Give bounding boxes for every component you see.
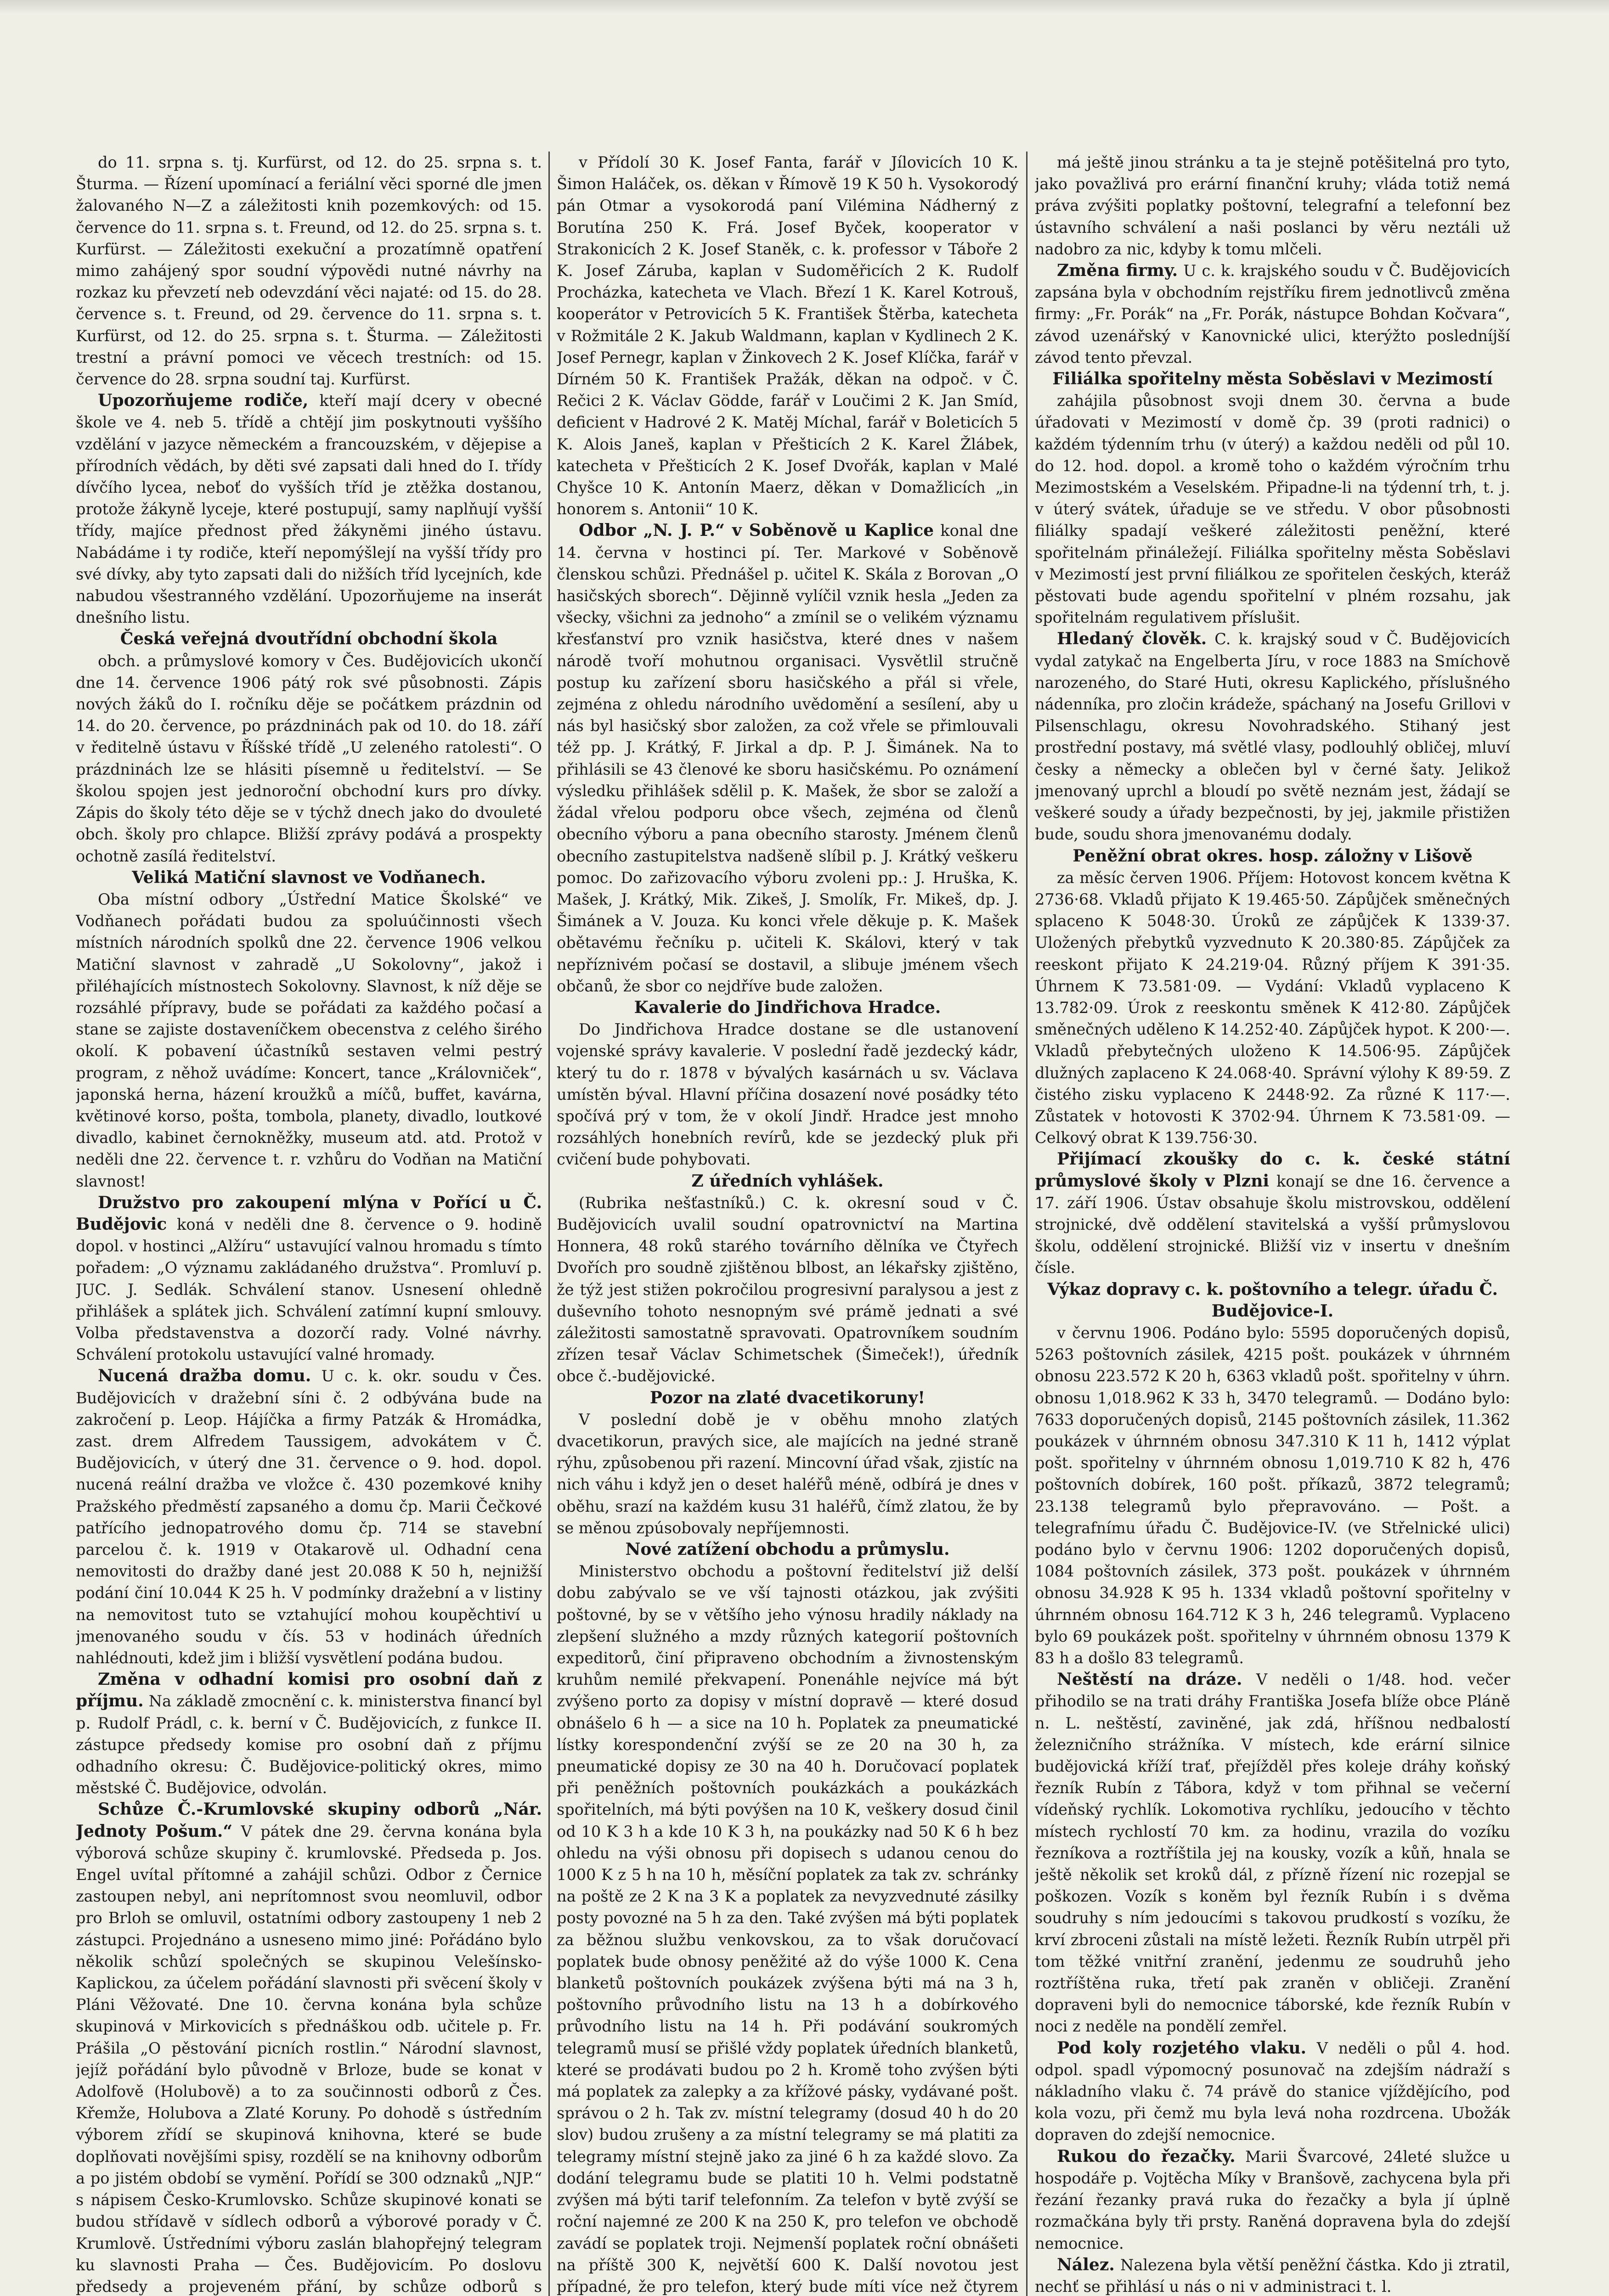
article <box>1035 2037 1510 2146</box>
article <box>557 1387 1018 1539</box>
article <box>76 1799 542 2296</box>
article-body: Do Jindřichova Hradce dostane se dle ustanovení vojenské správy kavalerie. V poslední řadě jezdecký kádr, který tu do r. 1878 v bývalých kasárnách u sv. Václava umístěn býval. Hlavní příčina dosazení nové posádky této spočívá prý v tom, že v okolí Jindř. Hradce jest mnoho rozsáhlých honebních revírů, kde se jezdecký pluk při cvičení bude pohybovati. <box>557 1020 1018 1169</box>
article-body: C. k. krajský soud v Č. Budějovicích vydal zatykač na Engelberta Jíru, v roce 1883 na Smíchově narozeného, do Staré Huti, okresu Kaplického, příslušného nádenníka, pro zločin krádeže, spáchaný na Josefu Grillovi v Pilsenschlagu, okresu Novohradského. Stihaný jest prostřední postavy, má světlé vlasy, podlouhlý obličej, mluví česky a německy a oblečen byl v černé šaty. Jelikož jmenovaný uprchl a bloudí po světě neznám jest, žádají se veškeré soudy a úřady bezpečnosti, by jej, jakmile přistižen bude, soudu shora jmenovanému dodaly. <box>1035 630 1510 844</box>
article-text <box>1035 867 1510 1149</box>
article-body: obch. a průmyslové komory v Čes. Budějovicích ukončí dne 14. července 1906 pátý rok své působnosti. Zápis nových žáků do I. ročníku děje se počátkem prázdnin od 14. do 20. července, po prázdninách pak od 10. do 18. září v ředitelně ústavu v Říšské třídě „U zeleného ratolesti“. O prázdninách lze se hlásiti písemně u ředitelství. — Se školou spojen jest jednoroční obchodní kurs pro dívky. Zápis do školy této děje se v týchž dnech jako do dvouleté obch. školy pro chlapce. Bližší zprávy podává a prospekty ochotně zasílá ředitelství. <box>76 652 542 865</box>
article <box>1035 2254 1510 2296</box>
article-heading: Peněžní obrat okres. hosp. záložny v Lišově <box>1073 846 1473 866</box>
article-text <box>76 1192 542 1366</box>
article-text <box>557 520 1018 996</box>
article-heading: Nucená dražba domu. <box>98 1366 311 1386</box>
article <box>1035 845 1510 1149</box>
article-body: Marii Švarcové, 24leté služce u hospodáře p. Vojtěcha Míky v Branšově, zachycena byla při řezání řezanky pravá ruka do řezačky a byla jí úplně rozmačkána byly tři prsty. Raněná dopravena byla do zdejší nemocnice. <box>1035 2147 1510 2252</box>
article-body: Ministerstvo obchodu a poštovní ředitelství již delší dobu zabývalo se ve vší tajnosti otázkou, jak zvýšiti poštovné, by se v většího jeho výnosu hradily náklady na zlepšení služného a mzdy různých kategorií poštovních expeditorů, činí připraveno obchodním a živnostenským kruhům nemilé překvapení. Ponenáhle nejvíce má být zvýšeno porto za dopisy v místní dopravě — které dosud obnášelo 6 h — a sice na 10 h. Poplatek za pneumatické lístky korespondenční zvýší se ze 20 na 30 h, za pneumatické dopisy ze 30 na 40 h. Doručovací poplatek při peněžních poštovních poukázkách a poukázkách spořitelních, má býti povýšen na 10 K, veškery dosud činil od 10 K 3 h a kde 10 K 3 h, na poukázky nad 50 K 6 h bez ohledu na výši obnosu při dopisech s udanou cenou do 1000 K z 5 h na 10 h, měsíční poplatek za tak zv. schránky na poště ze 2 K na 3 K a poplatek za nevyzvednuté zásilky posty povozné na 5 h za den. Také zvýšen má býti poplatek za běžnou službu venkovskou, za to však doručovací poplatek bude obnosy peněžité až do výše 1000 K. Cena blanketů poštovních poukázek zvýšena býti má na 3 h, poštovního průvodního listu na 13 h a dobírkového průvodního listu na 14 h. Při podávání soukromých telegramů musí se přišlé vždy poplatek úředních blanketů, které se prodávati budou po 2 h. Kromě toho zvýšen býti má poplatek za zalepky a za křížové pásky, vydávané pošt. správou o 2 h. Tak zv. místní telegramy (dosud 40 h do 20 slov) budou zrušeny a za místní telegramy se má platiti za telegramy místní stejně jako za jiné 6 h za každé slovo. Za dodání telegramu bude se platiti 10 h. Velmi podstatně zvýšen má býti tarif telefonním. Za telefon v bytě zvýší se roční najemné ze 200 K na 250 K, pro telefon ve obchodě zavádí se poplatek troji. Nejmenší poplatek roční obnášeti na příště 300 K, největší 600 K. Další novotou jest případné, že pro telefon, který bude míti více než čtyrem <box>557 1562 1018 2296</box>
article <box>1035 368 1510 628</box>
article-heading: Nález. <box>1057 2255 1115 2274</box>
article-heading: Schůze Č.-Krumlovské skupiny odborů „Nár. Jednoty Pošum.“ <box>76 1800 542 1841</box>
article-body: koná v neděli dne 8. července o 9. hodině dopol. v hostinci „Alžíru“ ustavující valnou hromadu s tímto pořadem: „O významu zakládaného družstva“. Promluví p. JUC. J. Sedlák. Schválení stanov. Usnesení ohledně přihlášek a splátek jich. Schválení zatímní kupní smlouvy. Volba představenstva a dozorčí rady. Volné návrhy. Schválení protokolu ustavující valné hromady. <box>76 1215 542 1364</box>
article <box>1035 1669 1510 2037</box>
article-text <box>76 650 542 867</box>
article-text <box>76 152 542 390</box>
article <box>557 997 1018 1171</box>
article-heading: Nové zatížení obchodu a průmyslu. <box>625 1540 950 1559</box>
scan-edge <box>0 0 1609 14</box>
article-text <box>1035 2037 1510 2146</box>
article-heading: Změna firmy. <box>1057 261 1178 281</box>
article-body: konají se dne 16. července a 17. září 1906. Ústav obsahuje školu mistrovskou, oddělení strojnické, dvě oddělení stavitelská a vyšší průmyslovou školu, oddělení strojnické. Bližší viz v insertu v dnešním čísle. <box>1035 1172 1510 1277</box>
article-body: (Rubrika nešťastníků.) C. k. okresní soud v Č. Budějovicích uvalil soudní opatrovnictví na Martina Honnera, 48 roků starého továrního dělníka ve Čtyřech Dvořích pro soudně zjištěnou blbost, an lékařsky zjištěno, že týž jest stižen pokročilou progresivní paralysou a jest z duševního tohoto nesnopným své prámě jednati a své záležitosti samostatně spravovati. Opatrovníkem soudním zřízen tesař Václav Schimetschek (Šimeček!), úředník obce č.-budějovické. <box>557 1193 1018 1385</box>
article <box>76 628 542 867</box>
article-heading: Kavalerie do Jindřichova Hradce. <box>634 997 941 1017</box>
article-text <box>1035 2254 1510 2296</box>
article <box>76 867 542 1192</box>
article-heading: Výkaz dopravy c. k. poštovního a telegr. úřadu Č. Budějovice-I. <box>1047 1279 1498 1321</box>
article-text <box>1035 1669 1510 2037</box>
article-text <box>76 1365 542 1669</box>
article-text <box>1035 390 1510 628</box>
article-text <box>76 1669 542 1799</box>
article-heading: Přijímací zkoušky do c. k. české státní průmyslové školy v Plzni <box>1035 1149 1510 1191</box>
article-heading: Pod koly rozjetého vlaku. <box>1057 2038 1307 2058</box>
article-body: U c. k. krajského soudu v Č. Budějovicích zapsána byla v obchodním rejstříku firem jednotlivců změna firmy: „Fr. Porák“ na „Fr. Porák, nástupce Bohdan Kočvara“, závod uzenářský v Kanovnické ulici, kterýžto posledníjší závod tento převzal. <box>1035 262 1510 366</box>
article-heading: Odbor „N. J. P.“ v Soběnově u Kaplice <box>579 521 934 540</box>
article-body: V neděli o 1/48. hod. večer přihodilo se na trati dráhy Františka Josefa blíže obce Pláně n. L. neštěstí, zaviněné, jak zdá, hříšnou nedbalostí železničního strážníka. V místech, kde erární silnice budějovická kříží trať, přejížděl přes koleje dráhy koňský řezník Rubín z Tábora, když v tom přihnal se večerní vídeňský rychlík. Lokomotiva rychlíku, jedoucího v těchto místech rychlostí 70 km. za hodinu, vrazila do vozíku řezníkova a roztříštila jej na kousky, vozík a kůň, hnala se ještě několik set kroků dál, z přízně řízení nic rozepjal se poškozen. Vozík s koněm byl řezník Rubín i s dvěma soudruhy s ním jedoucími s takovou prudkostí s vozíku, že krví zbroceni zůstali na místě ležeti. Řezník Rubín utrpěl při tom těžké vnitřní zranění, jedenmu ze soudruhů jeho roztříštěna ruka, třetí pak zraněn v obličeji. Zranění dopraveni byli do nemocnice táborské, kde řezník Rubín v noci z neděle na pondělí zemřel. <box>1035 1671 1510 2036</box>
article-body: do 11. srpna s. tj. Kurfürst, od 12. do 25. srpna s. t. Šturma. — Řízení upomínací a feriální věci sporné dle jmen žalovaného N—Z a záležitosti knih pozemkových: od 15. července do 11. srpna s. t. Freund, od 12. do 25. srpna s. t. Kurfürst. — Záležitosti exekuční a prozatímně opatření mimo zahájený spor soudní výpovědi nutné návrhy na rozkaz ku převzetí neb odevzdání věci najaté: od 15. do 28. července s. t. Freund, od 29. července do 11. srpna s. t. Kurfürst, od 12. do 25. srpna s. t. Šturma. — Záležitosti trestní a právní pomoci ve věcech trestních: od 15. července do 28. srpna soudní taj. Kurfürst. <box>76 153 542 388</box>
article-heading: Družstvo pro zakoupení mlýna v Pořící u Č. Budějovic <box>76 1193 542 1234</box>
article-text <box>1035 628 1510 845</box>
article-text <box>1035 1322 1510 1669</box>
article-body: V pátek dne 29. června konána byla výborová schůze skupiny č. krumlovské. Předseda p. Jos. Engel uvítal přítomné a zahájil schůzi. Odbor z Černice zastoupen nebyl, ani neprítomnost svou neomluvil, odbor pro Brloh se omluvil, ostatními odbory zastoupeny 1 neb 2 zástupci. Projednáno a usneseno mimo jiné: Pořádáno bylo několik schůzí společných se skupinou Velešínsko-Kaplickou, za účelem pořádání slavnosti při svěcení školy v Pláni Věžovaté. Dne 10. června konána byla schůze skupinová v Mirkovicích s přednáškou odb. učitele p. Fr. Prášila „O pěstování picních rostlin.“ Národní slavnost, jejíž pořádání bylo původně v Brloze, bude se konat v Adolfově (Holubově) a to za součinnosti odborů z Čes. Křemže, Holubova a Zlaté Koruny. Po dohodě s ústředním výborem zřídí se skupinová knihovna, které se bude doplňovati novějšími spisy, rozdělí se na knihovny odborům a po jistém období se vymění. Pořídí se 300 odznaků „NJP.“ s nápisem Česko-Krumlovsko. Schůze skupinové konati se budou střídavě v sídlech odborů a výborové porady v Č. Krumlově. Ústředními výboru zaslán blahopřejný telegram ku slavnosti Praha — Čes. Budějovicím. Po doslovu předsedy a projeveném přání, by schůze odborů s <box>76 1822 542 2296</box>
column-2 <box>557 152 1018 2296</box>
article-heading: Filiálka spořitelny města Soběslavi v Mezimostí <box>1052 369 1493 389</box>
article <box>76 152 542 390</box>
article-text <box>76 889 542 1192</box>
article <box>1035 1148 1510 1278</box>
article-body: v červnu 1906. Podáno bylo: 5595 doporučených dopisů, 5263 poštovních zásilek, 4215 pošt. poukázek v úhrnném obnosu 223.572 K 20 h, 6363 vkladů pošt. spořitelny v úhrn. obnosu 1,018.962 K 33 h, 3470 telegramů. — Dodáno bylo: 7633 doporučených dopisů, 2145 poštovních zásilek, 11.362 poukázek v úhrnném obnosu 347.310 K 11 h, 1412 výplat pošt. spořitelny v úhrnném obnosu 1,019.710 K 82 h, 476 poštovních dobírek, 160 pošt. příkazů, 3872 telegramů; 23.138 telegramů bylo přepravováno. — Pošt. a telegrafnímu úřadu Č. Budějovice-IV. (ve Střelnické ulici) podáno bylo v červnu 1906: 1202 doporučených dopisů, 1084 poštovních zásilek, 373 pošt. poukázek v úhrnném obnosu 34.928 K 95 h. 1334 vkladů poštovní spořitelny v úhrnném obnosu 164.712 K 3 h, 246 telegramů. Vyplaceno bylo 69 poukázek pošt. spořitelny v úhrnném obnosu 1379 K 83 h a došlo 83 telegramů. <box>1035 1323 1510 1667</box>
article <box>557 1539 1018 2296</box>
article <box>1035 2146 1510 2254</box>
article-heading: Rukou do řezačky. <box>1057 2146 1236 2166</box>
article <box>557 1171 1018 1387</box>
article-text <box>1035 152 1510 260</box>
article-heading: Hledaný člověk. <box>1057 629 1207 649</box>
article <box>557 520 1018 996</box>
article <box>76 390 542 628</box>
article-text <box>557 1409 1018 1539</box>
article-heading: Neštěstí na dráze. <box>1057 1670 1242 1689</box>
article-text <box>557 152 1018 520</box>
article-body: U c. k. okr. soudu v Čes. Budějovicích v dražební síni č. 2 odbývána bude na zakročení p. Leop. Hájíčka a firmy Patzák & Hromádka, zast. drem Alfredem Taussigem, advokátem v Č. Budějovicích, v úterý dne 31. července o 9. hod. dopol. nucená reální dražba ve vložce č. 430 pozemkové knihy Pražského předměstí zapsaného a domu čp. Marii Čečkové patřícího jednopatrového domu čp. 714 se stavební parcelou č. k. 1919 v Otakarově ul. Odhadní cena nemovitosti do dražby dané jest 20.088 K 50 h, nejnižší podání činí 10.044 K 25 h. V podmínky dražební a v listiny na nemovitost tuto se vztahující mohou koupěchtiví u jmenovaného soudu v čís. 53 v hodinách úředních nahlédnouti, kdež jim i bližší vysvětlení podána budou. <box>76 1367 542 1667</box>
article-text <box>1035 260 1510 368</box>
article-text <box>1035 2146 1510 2254</box>
article-body: má ještě jinou stránku a ta je stejně potěšitelná pro tyto, jako považlivá pro erární finanční kruhy; vláda totiž nemá práva zvýšiti poplatky poštovní, telegrafní a telefonní bez ústavního schválení a naši poslanci by věru neztáli už nadobro za nic, kdyby k tomu mlčeli. <box>1035 153 1510 258</box>
article-text <box>76 390 542 628</box>
article-body: V poslední době je v oběhu mnoho zlatých dvacetikorun, pravých sice, ale majících na jedné straně rýhu, způsobenou při razení. Mincovní úřad však, zjistíc na nich váhu i když jen o deset haléřů méně, odbírá je dnes v oběhu, srazí na každém kusu 31 haléřů, čímž zlatou, že by se měnou zpúsobovaly nepříjemnosti. <box>557 1410 1018 1537</box>
article-heading: Česká veřejná dvoutřídní obchodní škola <box>120 629 498 649</box>
article-text <box>76 1799 542 2296</box>
article-heading: Pozor na zlaté dvacetikoruny! <box>649 1388 926 1407</box>
article <box>557 152 1018 520</box>
article <box>1035 1279 1510 1669</box>
article-body: Oba místní odbory „Ústřední Matice Školské“ ve Vodňanech pořádati budou za spoluúčinnosti všech místních národních spolků dne 22. července 1906 velkou Matiční slavnost v zahradě „U Sokolovny“, jakož i přiléhajících místnostech Sokolovny. Slavnost, k níž děje se rozsáhlé přípravy, bude se pořádati za každého počasí a stane se zajiste dostaveníčkem obecenstva z celého širého okolí. K pobavení účastníků sestaven velmi pestrý program, z něhož uvádíme: Koncert, tance „Královniček“, japonská herna, házení kroužků a míčů, buffet, kavárna, květinové korso, pošta, tombola, planety, divadlo, loutkové divadlo, kabinet černokněžky, museum atd. atd. Protož v neděli dne 22. července t. r. vzhůru do Vodňan na Matiční slavnost! <box>76 890 542 1190</box>
article-body: konal dne 14. června v hostinci pí. Ter. Markové v Soběnově členskou schůzi. Přednášel p. učitel K. Skála z Borovan „O hasičských sborech“. Dějinně vylíčil vznik hesla „Jeden za všecky, všichni za jednoho“ a zmínil se o velikém významu křesťanství pro vznik hasičstva, které dnes v našem národě tvoří mohutnou organisaci. Vysvětlil stručně postup ku zařízení sboru hasičského a přál si vřele, zejména z ohledu národního uvědomění a sesílení, aby u nás byl hasičský sbor založen, za což vřele se přimlouvali též pp. J. Krátký, F. Jirkal a dp. P. J. Šimánek. Na to přihlásili se 43 členové ke sboru hasičskému. Po oznámení výsledku přihlášek sdělil p. K. Mašek, že sbor se založí a žádal vřelou podporu obce všech, zejména od členů obecního výboru a pana obecního starosty. Jménem členů obecního zastupitelstva nadšeně slíbil p. J. Krátký veškeru pomoc. Do zařizovacího výboru zvoleni pp.: J. Hruška, K. Mašek, J. Krátký, Mik. Zikeš, J. Smolík, Fr. Mikeš, dp. J. Šimánek a V. Jouza. Ku konci vřele děkuje p. K. Mašek obětavému řečníku p. učiteli K. Skálovi, který v tak nepříznivém počasí se dostavil, a slibuje jménem všech občanů, že sbor co nejdříve bude založen. <box>557 522 1018 995</box>
article-body: V neděli o půl 4. hod. odpol. spadl výpomocný posunovač na zdejším nádraží s nákladního vlaku č. 74 právě do stanice vjíždějícího, pod kola vozu, při čemž mu byla levá noha rozdrcena. Ubožák dopraven do zdejší nemocnice. <box>1035 2039 1510 2144</box>
article-body: Nalezena byla větší peněžní částka. Kdo ji ztratil, nechť se přihlásí u nás o ni v administraci t. l. <box>1035 2256 1510 2296</box>
article-body: za měsíc červen 1906. Příjem: Hotovost koncem května K 2736·68. Vkladů přijato K 19.465·50. Zápůjček směnečných splaceno K 5048·30. Úroků ze zápůjček K 1339·37. Uložených přebytků vyzvednuto K 20.380·85. Zápůjček za reeskont přijato K 24.219·04. Různý příjem K 391·35. Úhrnem K 73.581·09. — Vydání: Vkladů vyplaceno K 13.782·09. Úrok z reeskontu směnek K 412·80. Zápůjček směnečných uděleno K 14.252·40. Zápůjček hypot. K 200·—. Vkladů přebytečných uloženo K 14.506·95. Zápůjček dlužných zaplaceno K 24.068·40. Správní výlohy K 89·59. Z čistého zisku vyplaceno K 2448·92. Za různé K 117·—. Zůstatek v hotovosti K 3702·94. Úhrnem K 73.581·09. — Celkový obrat K 139.756·30. <box>1035 868 1510 1147</box>
article-text <box>557 1192 1018 1387</box>
article-heading: Veliká Matiční slavnost ve Vodňanech. <box>132 867 486 887</box>
article-body: zahájila působnost svoji dnem 30. června a bude úřadovati v Mezimostí v domě čp. 39 (proti radnici) o každém týdenním trhu (v úterý) a každou neděli od půl 10. do 12. hod. dopol. a kromě toho o každém výročním trhu Mezimostském a Veselském. Připadne-li na týdenní trh, t. j. v úterý svátek, úřaduje se ve středu. V obor působnosti filiálky spadají veškeré záležitosti peněžní, které spořitelnám přináležejí. Filiálka spořitelny města Soběslavi v Mezimostí jest první filiálkou ze spořitelen českých, kteráž pěstovati bude agendu spořitelní v plném rozsahu, jak spořitelnám regulativem příslušit. <box>1035 392 1510 627</box>
article-body: Na základě zmocnění c. k. ministerstva financí byl p. Rudolf Prádl, c. k. berní v Č. Budějovicích, z funkce II. zástupce předsedy komise pro osobní daň z příjmu odhadního okresu: Č. Budějovice-politický okres, mimo městské Č. Budějovice, odvolán. <box>76 1692 542 1797</box>
column-1 <box>76 152 542 2296</box>
article-body: kteří mají dcery v obecné škole ve 4. neb 5. třídě a chtějí jim poskytnouti vyššího vzdělání v jazyce německém a francouzském, v dějepise a přírodních vědách, by děti své zapsati dali hned do I. třídy dívčího lycea, neboť do vyšších tříd je ztěžka dostanou, protože žákyně lyceje, které postupují, samy naplňují vyšší třídy, majíce přednost před žákyněmi jiného ústavu. Nabádáme i ty rodiče, kteří nepomýšlejí na vyšší třídy pro své dívky, aby tyto zapsati dali do nižších tříd lycejních, kde nabudou všestranného vzdělání. Upozorňujeme na inserát dnešního listu. <box>76 392 542 627</box>
article <box>1035 260 1510 368</box>
article-body: v Přídolí 30 K. Josef Fanta, farář v Jílovicích 10 K. Šimon Haláček, os. děkan v Římově 19 K 50 h. Vysokorodý pán Otmar a vysokorodá paní Vilémina Nádherný z Borutína 250 K. Frá. Josef Byček, kooperator v Strakonicích 2 K. Josef Staněk, c. k. professor v Táboře 2 K. Josef Záruba, kaplan v Sudoměřicích 2 K. Rudolf Procházka, katecheta ve Vlach. Březí 1 K. Karel Kotrouš, kooperátor v Petrovicích 5 K. František Štěrba, katecheta v Rožmitále 2 K. Jakub Waldmann, kaplan v Kydlinech 2 K. Josef Pernegr, kaplan v Žinkovech 2 K. Josef Klíčka, farář v Dírném 50 K. František Pražák, děkan na odpoč. v Č. Rečici 2 K. Václav Gödde, farář v Loučimi 2 K. Jan Smíd, deficient v Hadrové 2 K. Matěj Míchal, farář v Boleticích 5 K. Alois Janeš, kaplan v Přešticích 2 K. Karel Žlábek, katecheta v Přešticích 2 K. Josef Dvořák, kaplan v Malé Chyšce 10 K. Antonín Maerz, děkan v Domažlicích „in honorem s. Antonii“ 10 K. <box>557 153 1018 518</box>
article <box>76 1365 542 1669</box>
article-heading: Upozorňujeme rodiče, <box>98 391 309 411</box>
article-text <box>1035 1148 1510 1278</box>
article <box>1035 152 1510 260</box>
article-text <box>557 1560 1018 2296</box>
article-text <box>557 1019 1018 1170</box>
column-3 <box>1035 152 1510 2296</box>
article <box>76 1192 542 1366</box>
article <box>1035 628 1510 845</box>
column-rule <box>1026 152 1028 2296</box>
column-rule <box>548 152 550 2296</box>
article-heading: Změna v odhadní komisi pro osobní daň z příjmu. <box>76 1670 542 1711</box>
article <box>76 1669 542 1799</box>
article-heading: Z úředních vyhlášek. <box>691 1171 884 1191</box>
